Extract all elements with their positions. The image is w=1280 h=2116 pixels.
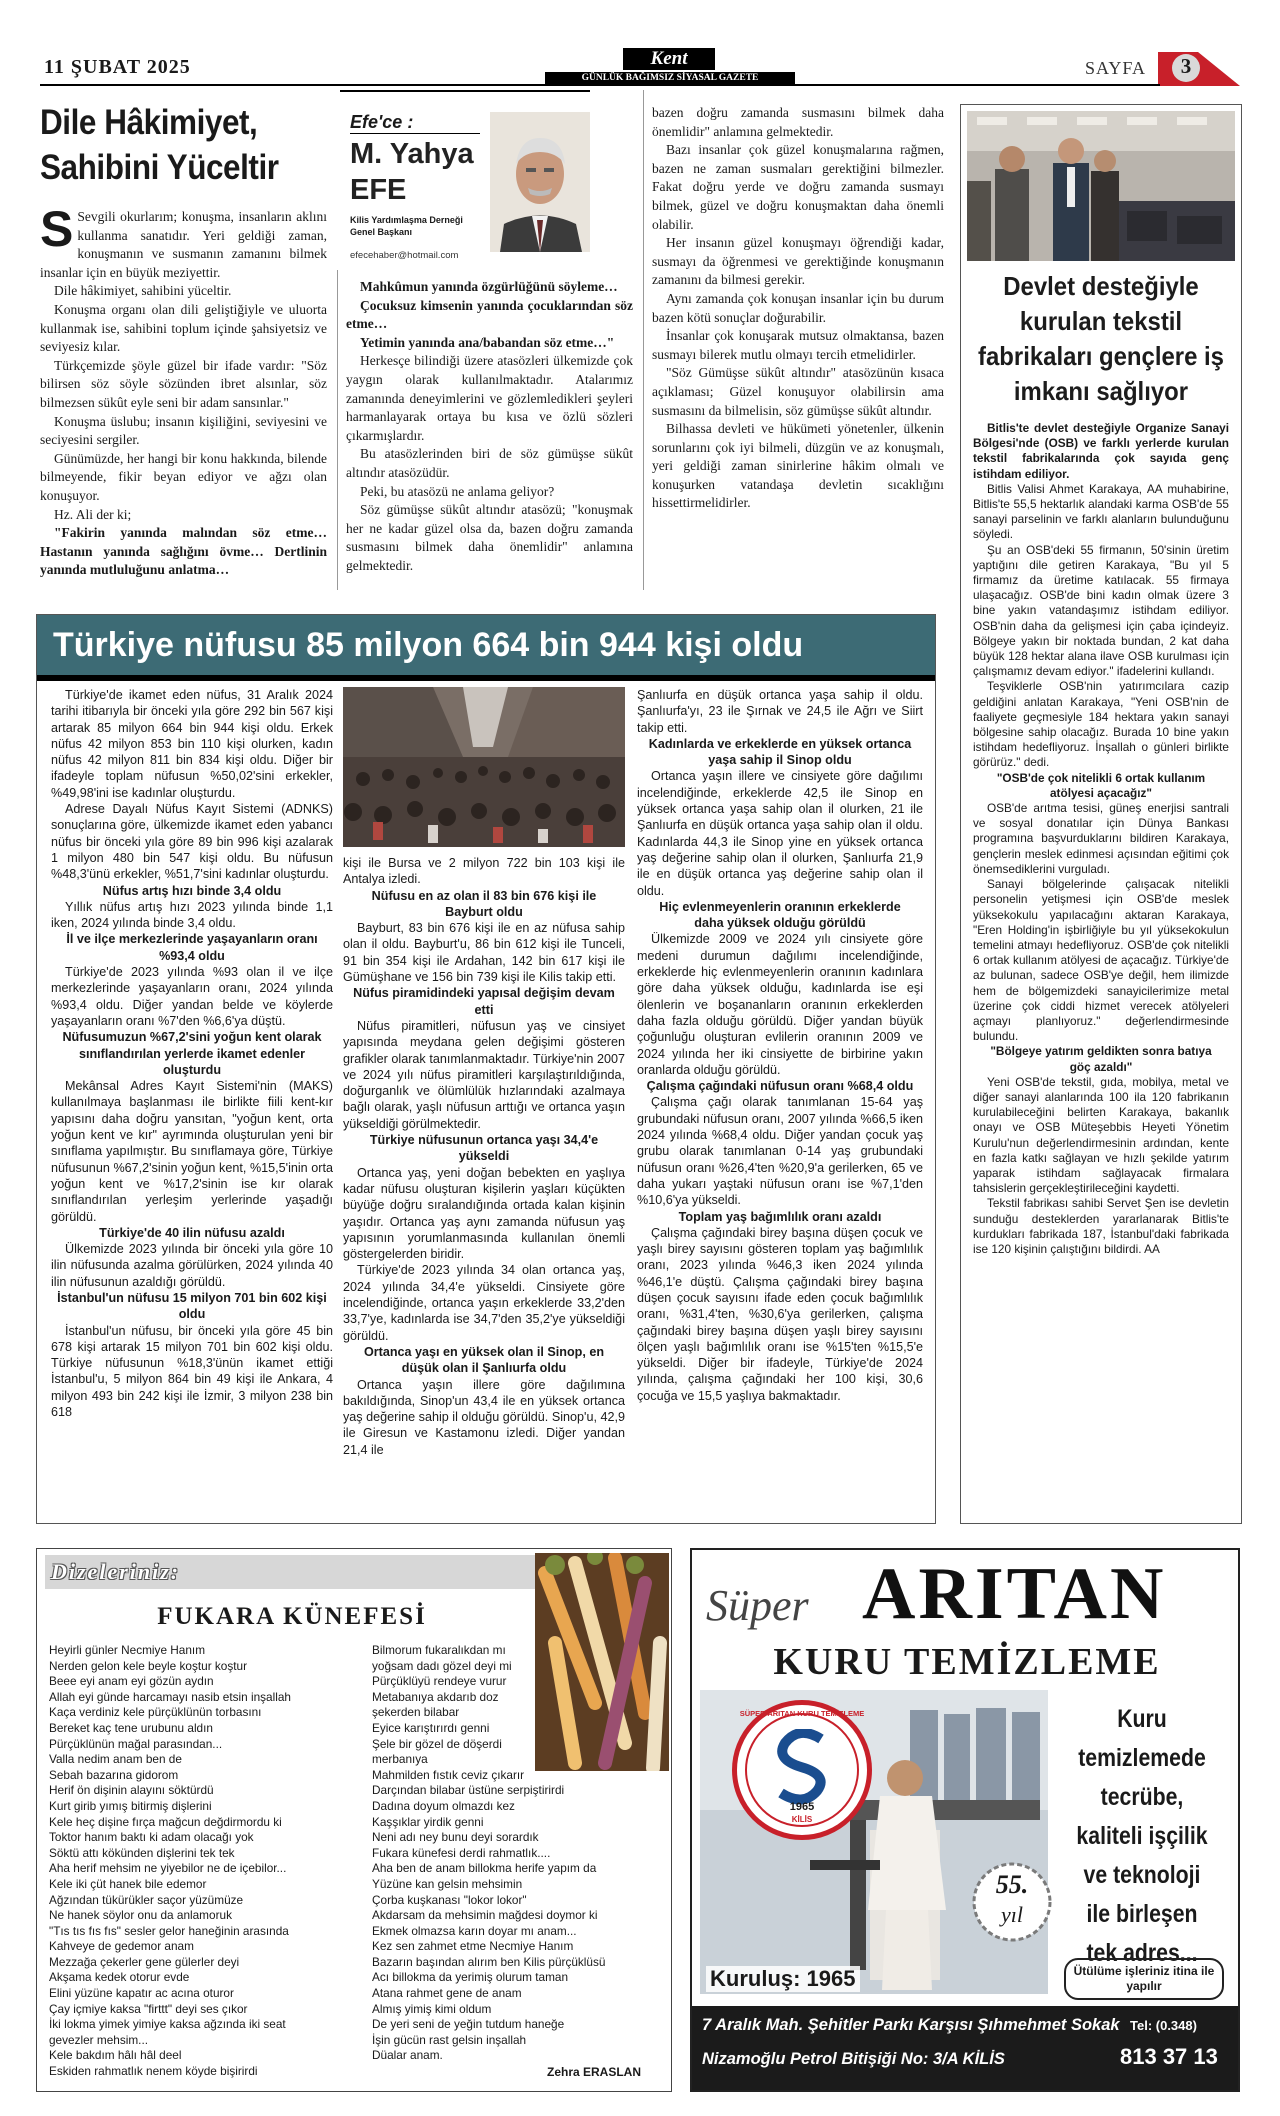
ad-logo	[732, 1700, 872, 1840]
poem-line: Ekmek olmazsa karın doyar mı anam...	[372, 1923, 577, 1938]
column-paragraph: Aynı zamanda çok konuşan insanlar için bu durum bazen kötü sonuçlar doğurabilir.	[652, 290, 944, 325]
poem-line: Akşama kedek otorur evde	[49, 1970, 190, 1985]
population-title-rule	[37, 675, 935, 681]
textile-paragraph: Yeni OSB'de tekstil, gıda, mobilya, metal ve diğer sanayi alanlarında 100 ila 120 fabrikanın kurulabileceğini belirten Karakaya, bakanlık onayı ve OSB Müteşebbis Heyeti Yönetim Kurulu'nun değerlendirmesinin ardından, kente en fazla katkı sağlayan ve hızlı şekilde yatırım yaparak istihdam sağlayacak firmalara tahsislerin gerçekleştirileceğini kaydetti.	[973, 1074, 1229, 1196]
ad-badge-word: yıl	[1001, 1902, 1023, 1927]
poem-line: Valla nedim anam ben de	[49, 1752, 182, 1767]
column-paragraph: Bazı insanlar çok güzel konuşmalarına rağmen, bazen ne zaman susmaları gerektiğini bilmezler. Fakat doğru yerde ve doğru zamanda susmayı bilmek, güzel ve doğru konuşmaktan daha önemli olabilir.	[652, 142, 944, 232]
poem-left-stanza	[49, 1643, 377, 2080]
textile-title: Devlet desteğiyle kurulan tekstil fabrikaları gençlere iş imkanı sağlıyor	[978, 271, 1224, 406]
ad-slogan-line: temizlemede	[1078, 1744, 1206, 1772]
column-paragraph: Peki, bu atasözü ne anlama geliyor?	[360, 483, 555, 499]
poem-line: Kaça verdiniz kele pürçüklünün torbasını	[49, 1705, 262, 1720]
ad-slogan-line: ve teknoloji	[1083, 1861, 1201, 1889]
page-number-tab	[1158, 48, 1240, 86]
poem-line: Çay içmiye kaksa "firttt" deyi ses çıkor	[49, 2001, 248, 2016]
poem-line: Fukara künefesi derdi rahmatlık....	[372, 1845, 551, 1860]
column-paragraph: Bilhassa devleti ve hükümeti yönetenler, ülkenin sorunlarını çok iyi bilmeli, düzgün ve az konuşmalı, yeri geldiği zaman sinirlerine hâkim olmalı ve konuşurken vatandaşa devletin sıcaklığını hissettirmelidirler.	[652, 421, 944, 511]
poem-line: Kele heç dişine fırça mağcun değdirmordu ki	[49, 1814, 282, 1829]
population-paragraph: Ülkemizde 2023 yılında bir önceki yıla göre 10 ilin nüfusunda azalma görülürken, 2024 yılında 40 ilin nüfusunun azaldığı görüldü.	[51, 1242, 333, 1289]
textile-paragraph: Sanayi bölgelerinde çalışacak nitelikli personelin yetişmesi için OSB'de meslek yüksekokulu yapılacağını aktaran Karakaya, "Eren Holding'in işbirliğiyle bu yıl yüksekokulun temelini atmayı hedefliyoruz. OSB'de çok nitelikli 6 ortak kullanım atölyesi de açacağız. Türkiye'de az bulunan, sadece OSB'ye değil, hem ilimizde hem de bölgemizdeki sanayicilerimize metal üzerine çok ciddi hizmet verecek atölyeleri açmayı planlıyoruz." değerlendirmesinde bulundu.	[973, 877, 1229, 1044]
poem-line: Yüzüne kan gelsin mehsimin	[372, 1876, 523, 1891]
population-paragraph: Bayburt, 83 bin 676 kişi ile en az nüfusa sahip olan il oldu. Bayburt'u, 86 bin 612 kişi ile Tunceli, 91 bin 354 kişi ile Ardahan, 142 bin 617 kişi ile Gümüşhane ve 156 bin 739 kişi ile Kilis takip etti.	[343, 921, 625, 985]
population-subheading: Çalışma çağındaki nüfusun oranı %68,4 oldu	[646, 1079, 914, 1094]
poem-line: Toktor hanım baktı ki adam olacağı yok	[49, 1830, 254, 1845]
poem-line: Kez sen zahmet etme Necmiye Hanım	[372, 1939, 574, 1954]
ad-logo-city: KİLİS	[791, 1815, 813, 1824]
column-article	[40, 90, 955, 600]
poem-line: Kele bakdım hâlı hâl deel	[49, 2048, 182, 2063]
poem-line: Kahveye de gedemor anam	[49, 1939, 194, 1954]
population-subheading: Türkiye nüfusunun ortanca yaşı 34,4'e yükseldi	[369, 1133, 599, 1164]
author-box	[340, 90, 590, 268]
poem-line: Bereket kaç tene urubunu aldın	[49, 1720, 213, 1735]
poem-line: Ne hanek söylor onu da anlamoruk	[49, 1908, 232, 1923]
poem-line: şekerden bilabar	[372, 1705, 460, 1720]
ad-footer	[692, 2006, 1238, 2090]
population-paragraph: Şanlıurfa en düşük ortanca yaşa sahip il oldu. Şanlıurfa'yı, 23 ile Şırnak ve 24,5 ile Ağrı ve Siirt takip etti.	[637, 688, 923, 735]
column-paragraph: Her insanın güzel konuşmayı öğrendiği kadar, susmayı da öğrenmesi ve gerektiğinde konuşmanın zamanını da bilmesi gerekir.	[652, 235, 944, 288]
column-paragraph: Hz. Ali der ki;	[54, 506, 132, 522]
poem-line: Acı billokma da yerimiş olurum taman	[372, 1970, 569, 1985]
ad-slogan-line: tecrübe,	[1100, 1783, 1184, 1811]
column-quote: Yetimin yanında ana/babandan söz etme…"	[360, 334, 615, 350]
ad-slogan-line: kaliteli işçilik	[1076, 1822, 1208, 1850]
column-paragraph: "Söz Gümüşse sükût altındır" atasözünün kısaca açıklaması; Güzel konuşuyor olabilirsin ama susmasını da bilmelisin, söz gümüşse sükût altındır.	[652, 365, 944, 418]
ad-slogan-line: tek adres...	[1086, 1939, 1198, 1967]
column-paragraph: İnsanlar çok konuşarak mutsuz olmaktansa, bazen susmayı bilerek mutlu olmayı tercih etmelidirler.	[652, 328, 944, 362]
ad-badge-number: 55.	[995, 1870, 1029, 1899]
textile-paragraph: OSB'de arıtma tesisi, güneş enerjisi santrali ve sosyal donatılar için Dünya Bankası programına başvurduklarını bildiren Karakaya, gençlerin meslek edinmesi açısından eğitimi çok önemsediklerini vurguladı.	[973, 801, 1229, 876]
ad-slogan	[1066, 1700, 1219, 1973]
population-paragraph: Ortanca yaşın illere göre dağılımına bakıldığında, Sinop'un 43,4 ile en yüksek ortanca yaş değerine sahip il olduğu görüldü. Sinop'u, 42,9 ile Giresun ve Kastamonu izledi. Diğer yandan 21,4 ile	[343, 1377, 625, 1457]
poem-line: Akdarsam da mehsimin mağdesi doymor ki	[372, 1908, 598, 1923]
author-surname: EFE	[350, 174, 407, 206]
population-paragraph: Türkiye'de 2023 yılında %93 olan il ve ilçe merkezlerinde yaşayanların oranı, 2024 yılında %93,4 oldu. Diğer yandan belde ve köylerde yaşayanların oranı %7'den %6,6'ya düştü.	[51, 965, 333, 1028]
poem-line: Düalar anam.	[372, 2048, 443, 2063]
page-label: SAYFA	[1085, 58, 1147, 78]
poem-line: Metabanıya akdarıb doz	[372, 1689, 499, 1704]
ad-logo-year: 1965	[789, 1801, 815, 1813]
poem-line: Mezzağa çekerler gene gülerler deyi	[49, 1954, 240, 1969]
column-text-col3	[652, 104, 944, 513]
issue-date: 11 ŞUBAT 2025	[44, 56, 191, 78]
population-paragraph: Ortanca yaş, yeni doğan bebekten en yaşlıya kadar nüfusu oluşturan kişilerin yaşları küçükten büyüğe doğru sıralandığında ortada kalan kişinin yaşıdır. Ortanca yaş aynı zamanda nüfusun yaş yapısının yorumlanmasında kullanılan önemli göstergelerden biridir.	[343, 1165, 625, 1262]
population-paragraph: Mekânsal Adres Kayıt Sistemi'nin (MAKS) kullanılmaya başlanması ile birlikte fiili kent-kır yapısını daha doğru yansıtan, "yoğun kent, orta yoğun kent ve kır" ayrımında oluşturulan yeni bir sınıflama yapılmıştır. Bu sınıflamaya göre, Türkiye nüfusunun %67,2'sinin yoğun kent, %15,5'inin orta yoğun kent ve %17,2'sinin ise kır olarak sınıflandırılan yerleşim yerlerinde yaşadığı görüldü.	[51, 1079, 333, 1224]
author-box-rule	[340, 90, 590, 92]
textile-paragraph: Bitlis Valisi Ahmet Karakaya, AA muhabirine, Bitlis'te 55,5 hektarlık alandaki karma OSB'de 55 sanayi parselinin ve farklı alanların bulunduğunu söyledi.	[973, 481, 1229, 542]
ad-logo-ring-text: SÜPER ARITAN KURU TEMİZLEME	[739, 1709, 865, 1718]
column-divider	[643, 90, 644, 590]
population-col3	[637, 687, 923, 1404]
population-paragraph: Çalışma çağı olarak tanımlanan 15-64 yaş grubundaki nüfusun oranı, 2007 yılında %66,5 iken 2024 yılında %68,4 oldu. Diğer yandan çocuk yaş grubu olarak tanımlanan 0-14 yaş grubundaki nüfusun oranı %26,4'ten %20,9'a gerilerken, 65 ve daha yukarı yaştaki nüfusun oranı ise %7,1'den %10,6'ya yükseldi.	[637, 1095, 923, 1208]
poem-box	[36, 1548, 672, 2092]
textile-body	[973, 421, 1229, 1257]
masthead	[545, 48, 795, 84]
author-portrait-image	[490, 112, 590, 252]
poem-author: Zehra ERASLAN	[547, 2065, 642, 2079]
page-header	[40, 48, 1240, 84]
column-quote: Mahkûmun yanında özgürlüğünü söyleme…	[360, 279, 618, 294]
population-paragraph: kişi ile Bursa ve 2 milyon 722 bin 103 kişi ile Antalya izledi.	[343, 856, 625, 887]
poem-line: Söktü attı kökünden dişlerini tek tek	[49, 1845, 235, 1860]
column-text-col2	[346, 278, 633, 576]
column-quote: Çocuksuz kimsenin yanında çocuklarından söz etme…	[346, 297, 633, 332]
population-paragraph: Türkiye'de ikamet eden nüfus, 31 Aralık 2024 tarihi itibarıyla bir önceki yıla göre 292 bin 567 kişi artarak 85 milyon 664 bin 944 kişi oldu. Erkek nüfus 42 milyon 853 bin 110 kişi olurken, kadın nüfus 42 milyon 811 bin 834 kişi oldu. Diğer bir ifadeyle toplam nüfusun %50,02'sini erkekler, %49,98'ini ise kadınlar oluşturdu.	[51, 688, 333, 800]
population-subheading: Kadınlarda ve erkeklerde en yüksek ortanca yaşa sahip il Sinop oldu	[648, 736, 912, 768]
population-col2	[343, 855, 625, 1458]
column-paragraph: Günümüzde, her hangi bir konu hakkında, bilende bilmeyende, fikir beyan ediyor ve ağzı olan konuşuyor.	[40, 450, 327, 503]
poem-line: Darçından bilabar üstüne serpiştirirdi	[372, 1783, 565, 1798]
ad-phone-label: Tel: (0.348)	[1130, 2018, 1197, 2033]
textile-paragraph: Tekstil fabrikası sahibi Servet Şen ise devletin sunduğu desteklerden yararlanarak Bitlis'te kurdukları fabrikada 187, İstanbul'daki fabrikada ise 120 kişinin çalıştığını bildirdi. AA	[973, 1196, 1229, 1256]
poem-line: De yeri seni de yeğin tutdum haneğe	[372, 2017, 565, 2032]
poem-line: İşin gücün rast gelsin inşallah	[372, 2032, 527, 2047]
column-quote: "Fakirin yanında malından söz etme… Hastanın yanında sağlığını övme… Dertlinin yanında mutluluğunu anlatma…	[40, 525, 327, 578]
crowd-photo	[343, 687, 625, 847]
ad-address-line2: Nizamoğlu Petrol Bitişiği No: 3/A KİLİS	[702, 2050, 1005, 2068]
population-article	[36, 614, 936, 1524]
population-subheading: Toplam yaş bağımlılık oranı azaldı	[678, 1209, 882, 1224]
ad-ironing-note: Ütülüme işleriniz itina ile yapılır	[1064, 1958, 1224, 2000]
column-paragraph: Konuşma organı olan dili geliştiğiyle ve uluorta kullanmak ise, sahibini toplum içinde şahsiyetsiz ve seviyesiz kılar.	[40, 301, 327, 355]
population-subheading: Nüfusumuzun %67,2'sini yoğun kent olarak sınıflandırılan yerlerde ikamet edenler oluşturdu	[62, 1030, 322, 1077]
header-rule	[40, 84, 1160, 86]
poem-line: Almış yimiş kimi oldum	[372, 2001, 492, 2016]
poem-line: Heyirli günler Necmiye Hanım	[49, 1643, 206, 1657]
column-paragraph: Söz gümüşse sükût altındır atasözü; "konuşmak her ne kadar güzel olsa da, bazen doğru zamanda susmasını bilmek daha önemlidir" anlamına gelmektedir.	[346, 502, 633, 573]
textile-subheading: "Bölgeye yatırım geldikten sonra batıya göç azaldı"	[990, 1044, 1212, 1074]
poem-line: "Tıs tıs fıs fıs" sesler gelor haneğinin arasında	[49, 1923, 289, 1938]
textile-subheading: "OSB'de çok nitelikli 6 ortak kullanım atölyesi açacağız"	[996, 770, 1206, 800]
ad-slogan-line: ile birleşen	[1086, 1900, 1198, 1928]
masthead-subtitle: GÜNLÜK BAĞIMSIZ SİYASAL GAZETE	[545, 72, 795, 84]
ad-super-label: Süper	[706, 1581, 809, 1630]
poem-line: Pürçüklüyü rendeye vurur	[372, 1674, 507, 1689]
poem-line: Sebah bazarına gidorom	[49, 1767, 179, 1782]
population-subheading: Nüfus piramidindeki yapısal değişim devam etti	[353, 986, 615, 1017]
column-paragraph: Dile hâkimiyet, sahibini yüceltir.	[54, 283, 232, 299]
population-paragraph: Yıllık nüfus artış hızı 2023 yılında binde 1,1 iken, 2024 yılında binde 3,4 oldu.	[51, 899, 333, 931]
ad-slogan-line: Kuru	[1117, 1705, 1167, 1733]
population-paragraph: Ülkemizde 2009 ve 2024 yılı cinsiyete göre medeni durumun dağılımı incelendiğinde, erkeklerde hiç evlenmeyenlerin oranının kadınlara göre daha yüksek olduğu, kadınlarda ise eşi ölenlerin ve boşananların oranının erkeklerden daha fazla olduğu görüldü. Diğer yandan büyük çoğunluğu oluşturan evlilerin oranının 2009 ve 2024 yılında her iki cinsiyette de birbirine yakın oranlarda olduğu görüldü.	[637, 932, 923, 1077]
population-paragraph: İstanbul'un nüfusu, bir önceki yıla göre 45 bin 678 kişi artarak 15 milyon 701 bin 602 kişi oldu. Türkiye nüfusunun %18,3'ünün ikamet ettiği İstanbul'u, 5 milyon 864 bin 49 kişi ile Ankara, 4 milyon 493 bin 242 kişi ile İzmir, 3 milyon 238 bin 618	[51, 1323, 333, 1420]
poem-line: Atana rahmet gene de anam	[372, 1986, 522, 2001]
ad-anniversary-badge	[972, 1862, 1052, 1942]
poem-line: gevezler mehsim...	[49, 2032, 148, 2047]
poem-line: Kurt girib yımış bitirmiş dişlerini	[49, 1798, 212, 1813]
poem-section-label: Dizeleriniz:	[45, 1555, 535, 1589]
poem-line: İki lokma yimek yimiye kaksa ağzında iki seat	[49, 2017, 286, 2032]
column-text-col1	[40, 201, 327, 580]
column-paragraph: Herkesçe bilindiği üzere atasözleri ülkemizde çok yaygın olarak kullanılmaktadır. Atalarımız zamanında deneyimlerini ve gözlemledikleri şeyleri harmanlayarak ortaya bu kısa ve özlü sözleri çıkarmışlardır.	[346, 353, 633, 443]
masthead-logo: Kent	[623, 48, 715, 70]
column-paragraph: Bu atasözlerinden biri de söz gümüşse sükût altındır atasözüdür.	[346, 446, 633, 480]
poem-line: Aha ben de anam billokma herife yapım da	[372, 1861, 597, 1876]
poem-line: Eskiden rahmatlık nenem köyde bişirirdi	[49, 2064, 258, 2079]
population-paragraph: Ortanca yaşın illere ve cinsiyete göre dağılımı incelendiğinde, erkeklerde 42,5 ile Sinop en yüksek ortanca yaşa sahip olan il olurken, 21 ile Şanlıurfa en düşük ortanca yaşa sahip olan il oldu. Kadınlarda 44,3 ile Sinop yine en yüksek ortanca yaş değerine sahip olan il olurken, Şanlıurfa 21,9 ile en düşük ortanca yaş değerine sahip olan il oldu.	[637, 769, 923, 898]
ad-address-line1: 7 Aralık Mah. Şehitler Parkı Karşısı Şıhmehmet Sokak	[702, 2016, 1120, 2034]
poem-line: merbanıya	[372, 1752, 428, 1767]
textile-lead: Bitlis'te devlet desteğiyle Organize Sanayi Bölgesi'nde (OSB) ve farklı yerlerde kurulan tekstil fabrikalarında çok sayıda genç istihdam ediliyor.	[973, 421, 1229, 481]
istiklal-crowd-image	[343, 687, 625, 847]
poem-line: Neni adı ney bunu deyi sorardık	[372, 1830, 539, 1845]
poem-line: Beee eyi anam eyi gözün aydın	[49, 1674, 214, 1689]
population-subheading: Nüfus artış hızı binde 3,4 oldu	[102, 883, 282, 898]
population-subheading: Türkiye'de 40 ilin nüfusu azaldı	[99, 1225, 285, 1240]
ad-service: KURU TEMİZLEME	[773, 1641, 1161, 1683]
poem-line: Kele iki çüt hanek bile edemor	[49, 1876, 207, 1891]
ad-logo-s-mark	[769, 1729, 835, 1805]
textile-paragraph: Şu an OSB'deki 55 firmanın, 50'sinin üretim yaptığını dile getiren Karakaya, "Bu yıl 5 firmamız da üretime katılacak. 55 firmaya ulaşacağız. OSB'de bini kadın olmak üzere 3 bine yakın vatandaşımız istihdam ediliyor. OSB'nin daha da gelişmesi için çaba içindeyiz. Bölgeye yakın bir noktada bundan, 2 kat daha büyük 128 hektar alana ilave OSB kurulması için çalışmamız devam ediyor." ifadelerini kullandı.	[973, 542, 1229, 679]
population-title: Türkiye nüfusu 85 milyon 664 bin 944 kişi oldu	[37, 615, 935, 675]
ad-brand: ARITAN	[862, 1553, 1167, 1635]
author-photo	[490, 112, 590, 252]
column-paragraph: Türkçemizde şöyle güzel bir ifade vardır: "Söz bilirsen söz söyle sözünden ibret alsınlar, söz bilmezsen sükût eyle seni bir adam sansınlar."	[40, 357, 327, 410]
population-col1	[51, 687, 333, 1420]
poem-line: Pürçüklünün mağal parasından...	[49, 1736, 223, 1751]
poem-line: yoğsam dadı gözel deyi mi	[372, 1658, 512, 1673]
column-paragraph: Konuşma üslubu; insanın kişiliğini, seviyesini ve seciyesini sergiler.	[40, 413, 327, 448]
poem-title: FUKARA KÜNEFESİ	[157, 1603, 427, 1630]
column-section-label: Efe'ce :	[350, 112, 480, 134]
poem-line: Şele bir gözel de döşerdi	[372, 1736, 502, 1751]
ad-founded: Kuruluş: 1965	[706, 1966, 860, 1992]
poem-line: Çorba kuşkanası "lokor lokor"	[372, 1892, 527, 1907]
population-subheading: Nüfusu en az olan il 83 bin 676 kişi ile Bayburt oldu	[371, 888, 597, 919]
author-role: Kilis Yardımlaşma Derneği Genel Başkanı	[350, 215, 463, 237]
population-paragraph: Nüfus piramitleri, nüfusun yaş ve cinsiyet yapısında meydana gelen değişimi gösteren grafikler olarak tanımlanmaktadır. Türkiye'nin 2007 ve 2024 yılı nüfus piramitleri karşılaştırıldığında, doğurganlık ve ölümlülük hızlarındaki azalmaya bağlı olarak, yaşlı nüfusun arttığı ve ortanca yaşın yükseldiği görülmektedir.	[343, 1018, 625, 1131]
column-divider	[337, 270, 338, 590]
poem-line: Bilmorum fukaralıkdan mı	[372, 1643, 506, 1657]
dry-cleaner-ad	[690, 1548, 1240, 2092]
population-paragraph: Türkiye'de 2023 yılında 34 olan ortanca yaş, 2024 yılında 34,4'e yükseldi. Cinsiyete göre incelendiğinde, ortanca yaşın erkeklerde 33,2'den 33,7'ye, kadınlarda ise 34,7'den 35,2'ye yükseldiği görüldü.	[343, 1263, 625, 1343]
poem-line: Dadına doyum olmazdı kez	[372, 1798, 515, 1813]
poem-line: Herif ön dişinin alayını söktürdü	[49, 1783, 214, 1798]
poem-line: Eyice karıştırırdı genni	[372, 1720, 490, 1735]
poem-right-stanza	[372, 1643, 672, 2064]
column-paragraph: bazen doğru zamanda susmasını bilmek daha önemlidir" anlamına gelmektedir.	[652, 105, 944, 139]
population-subheading: Ortanca yaşı en yüksek olan il Sinop, en düşük olan il Şanlıurfa oldu	[363, 1344, 605, 1376]
textile-paragraph: Teşviklerle OSB'nin yatırımcılara cazip geldiğini anlatan Karakaya, "Yeni OSB'nin de faaliyete geçmesiyle 184 hektara yakın sanayi bölgesine sahip olacağız. Burada 10 bine yakın istihdam hedefliyoruz. İnşallah o günleri birlikte görürüz." dedi.	[973, 679, 1229, 770]
drop-cap: S	[40, 201, 74, 257]
textile-photo	[967, 111, 1235, 261]
poem-line: Kaşşıklar yirdik genni	[372, 1814, 484, 1829]
poem-line: Ağzından tükürükler saçor yüzümüze	[49, 1892, 244, 1907]
author-email: efecehaber@hotmail.com	[350, 250, 459, 261]
poem-line: Allah eyi günde harcamayı nasib etsin inşallah	[49, 1689, 291, 1704]
page-number: 3	[1180, 54, 1192, 78]
poem-line: Elini yüzüne kapatır ac acına oturor	[49, 1986, 234, 2001]
population-paragraph: Adrese Dayalı Nüfus Kayıt Sistemi (ADNKS) sonuçlarına göre, ülkemizde ikamet eden yabancı nüfus bir önceki yıla göre 89 bin 996 kişi azalarak 1 milyon 480 bin 547 kişi oldu. Bu nüfusun %48,3'ünü erkekler, %51,7'sini kadınlar oluşturdu.	[51, 802, 333, 882]
poem-line: Bazarın başından alırım ben Kilis pürçüklüsü	[372, 1954, 606, 1969]
poem-line: Aha herif mehsim ne yiyebilor ne de içebilor...	[49, 1861, 287, 1876]
ad-phone-number: 813 37 13	[1120, 2044, 1218, 2069]
population-subheading: İl ve ilçe merkezlerinde yaşayanların oranı %93,4 oldu	[66, 932, 318, 963]
author-name: M. Yahya	[350, 138, 474, 170]
textile-article	[960, 104, 1242, 1524]
column-title: Dile Hâkimiyet, Sahibini Yüceltir	[40, 103, 279, 187]
poem-line: Mahmilden fıstık ceviz çıkarır	[372, 1767, 525, 1782]
population-subheading: İstanbul'un nüfusu 15 milyon 701 bin 602 kişi oldu	[57, 1290, 327, 1322]
population-subheading: Hiç evlenmeyenlerin oranının erkeklerde daha yüksek olduğu görüldü	[659, 899, 901, 931]
population-paragraph: Çalışma çağındaki birey başına düşen çocuk ve yaşlı birey sayısını gösteren toplam yaş bağımlılık oranı, 2023 yılında %46,3 iken 2024 yılında %46,1'e düştü. Çalışma çağındaki birey başına düşen çocuk sayısını ifade eden çocuk bağımlılık oranı, %31,4'ten, %30,6'ya gerilerken, çalışma çağındaki birey başına düşen yaşlı birey sayısını ölçen yaşlı bağımlılık oranı ise %15'ten %15,5'e yükseldi. Diğer bir ifadeyle, Türkiye'de 2024 yılında, çalışma çağındaki her 100 kişi, 30,6 çocuğa ve 15,5 yaşlıya bakmaktadır.	[637, 1225, 923, 1403]
factory-visit-image	[967, 111, 1235, 261]
column-paragraph: S Sevgili okurlarım; konuşma, insanların aklını kullanma sanatıdır. Yeri geldiği zaman, konuşmanın ve susmanın zamanını bilmek insanlar için en büyük meziyettir.	[40, 201, 327, 280]
poem-line: Nerden gelon kele beyle koştur koştur	[49, 1658, 248, 1673]
